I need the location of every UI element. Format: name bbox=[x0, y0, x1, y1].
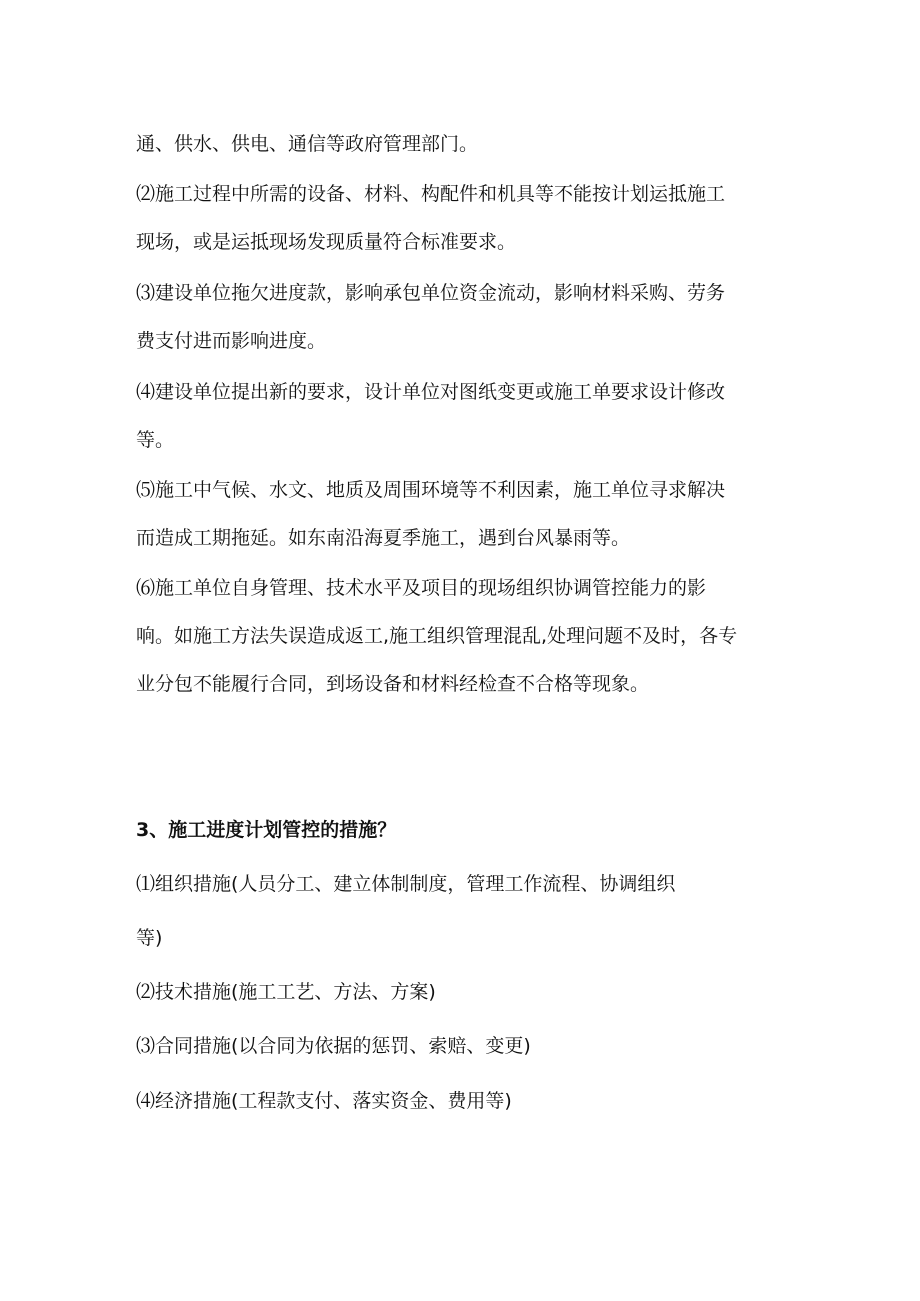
heading-text: 3、施工进度计划管控的措施？ bbox=[136, 819, 397, 841]
paragraph-line: ⑵技术措施(施工工艺、方法、方案) bbox=[136, 981, 436, 1003]
paragraph-line: 而造成工期拖延。如东南沿海夏季施工，遇到台风暴雨等。 bbox=[136, 527, 631, 549]
section-3-heading bbox=[136, 818, 786, 842]
measure-item-2 bbox=[136, 980, 786, 1004]
paragraph-line: 通、供水、供电、通信等政府管理部门。 bbox=[136, 133, 479, 155]
cause-item-3 bbox=[136, 281, 786, 353]
paragraph-line: ⑷经济措施(工程款支付、落实资金、费用等) bbox=[136, 1090, 512, 1112]
paragraph-line: 业分包不能履行合同，到场设备和材料经检查不合格等现象。 bbox=[136, 673, 650, 695]
paragraph-line: ⑸施工中气候、水文、地质及周围环境等不利因素，施工单位寻求解决 bbox=[136, 479, 726, 501]
intro-tail-paragraph bbox=[136, 132, 786, 156]
measure-item-4 bbox=[136, 1089, 786, 1113]
paragraph-line: 现场，或是运抵现场发现质量符合标准要求。 bbox=[136, 231, 517, 253]
measure-item-3 bbox=[136, 1034, 786, 1058]
paragraph-line: ⑶合同措施(以合同为依据的惩罚、索赔、变更) bbox=[136, 1035, 531, 1057]
paragraph-line: ⑷建设单位提出新的要求，设计单位对图纸变更或施工单要求设计修改 bbox=[136, 381, 726, 403]
measure-item-1 bbox=[136, 872, 786, 950]
cause-item-2 bbox=[136, 182, 786, 254]
cause-item-6 bbox=[136, 576, 786, 696]
cause-item-4 bbox=[136, 380, 786, 452]
cause-item-5 bbox=[136, 478, 786, 550]
paragraph-line: 等) bbox=[136, 927, 163, 949]
paragraph-line: ⑶建设单位拖欠进度款，影响承包单位资金流动，影响材料采购、劳务 bbox=[136, 282, 726, 304]
paragraph-line: 响。如施工方法失误造成返工,施工组织管理混乱,处理问题不及时，各专 bbox=[136, 625, 738, 647]
paragraph-line: ⑴组织措施(人员分工、建立体制制度，管理工作流程、协调组织 bbox=[136, 873, 676, 895]
paragraph-line: 费支付进而影响进度。 bbox=[136, 330, 327, 352]
paragraph-line: ⑹施工单位自身管理、技术水平及项目的现场组织协调管控能力的影 bbox=[136, 577, 707, 599]
paragraph-line: ⑵施工过程中所需的设备、材料、构配件和机具等不能按计划运抵施工 bbox=[136, 183, 726, 205]
paragraph-line: 等。 bbox=[136, 429, 175, 451]
